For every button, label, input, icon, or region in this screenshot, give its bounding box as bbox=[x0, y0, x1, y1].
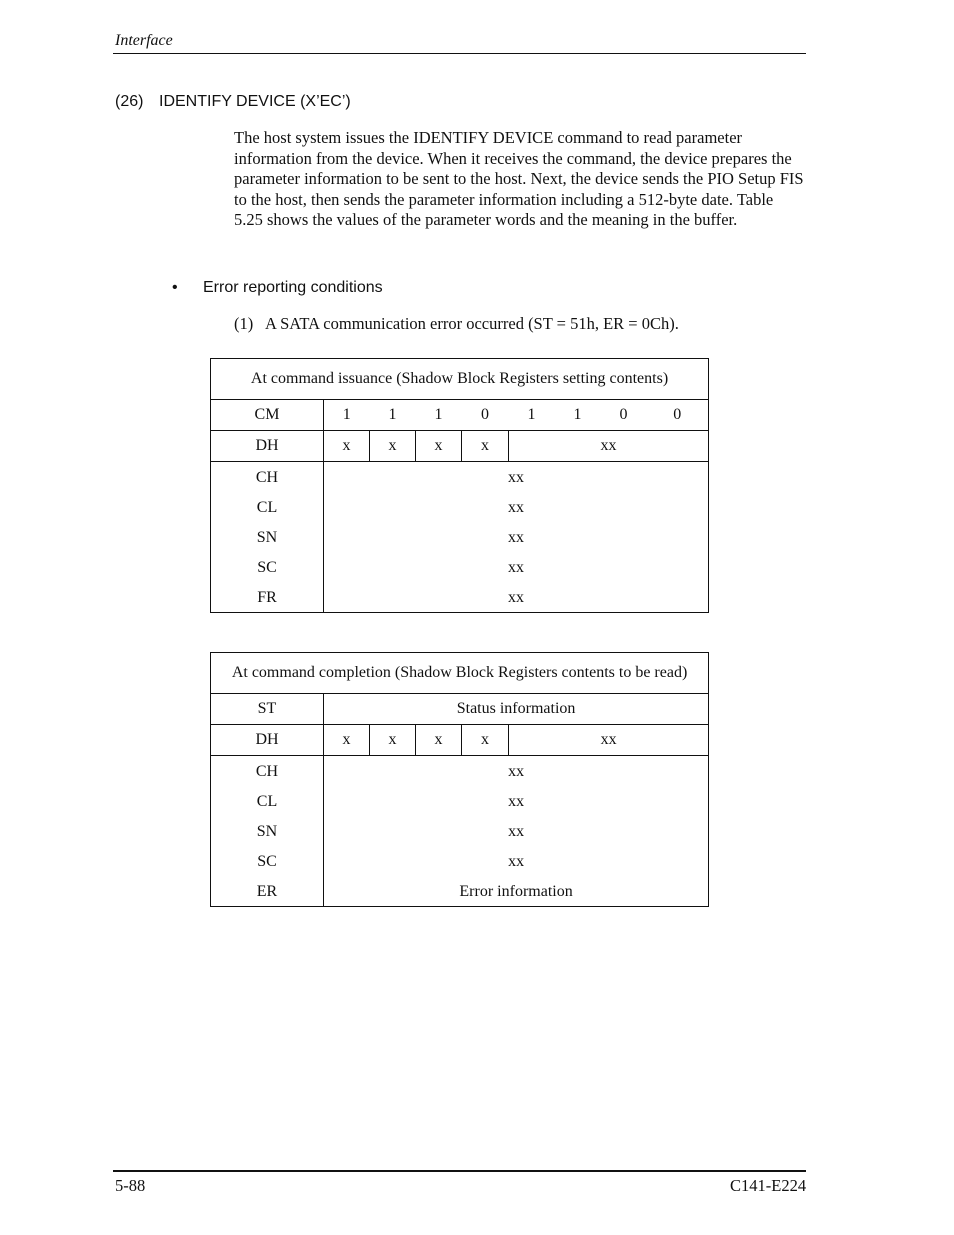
section-heading bbox=[115, 93, 351, 111]
register-label: ER bbox=[211, 877, 324, 907]
cm-bit: 0 bbox=[601, 400, 647, 431]
cm-bit: 0 bbox=[462, 400, 509, 431]
register-row bbox=[211, 583, 709, 613]
register-value: Error information bbox=[324, 877, 709, 907]
dh-low-value: xx bbox=[509, 431, 709, 462]
register-label: DH bbox=[211, 725, 324, 756]
register-value: xx bbox=[324, 462, 709, 494]
bullet-text: Error reporting conditions bbox=[203, 279, 383, 296]
dh-bit: x bbox=[370, 431, 416, 462]
dh-bit: x bbox=[462, 725, 509, 756]
st-row bbox=[211, 694, 709, 725]
cm-bit: 1 bbox=[370, 400, 416, 431]
register-row bbox=[211, 847, 709, 877]
issuance-register-table bbox=[210, 358, 709, 613]
register-row bbox=[211, 462, 709, 494]
register-label: CM bbox=[211, 400, 324, 431]
document-id: C141-E224 bbox=[730, 1176, 807, 1195]
dh-bit: x bbox=[416, 725, 462, 756]
register-value: xx bbox=[324, 553, 709, 583]
dh-bit: x bbox=[370, 725, 416, 756]
cm-bit: 1 bbox=[416, 400, 462, 431]
register-label: SN bbox=[211, 523, 324, 553]
register-label: CH bbox=[211, 462, 324, 494]
section-number: (26) bbox=[115, 93, 144, 110]
register-label: SN bbox=[211, 817, 324, 847]
register-value: xx bbox=[324, 583, 709, 613]
header-rule bbox=[113, 53, 806, 54]
dh-bit: x bbox=[416, 431, 462, 462]
cm-bit: 1 bbox=[324, 400, 370, 431]
register-label: CL bbox=[211, 787, 324, 817]
register-value: xx bbox=[324, 523, 709, 553]
body-paragraph: The host system issues the IDENTIFY DEVICE command to read parameter information from the device. When it receives the command, the device prepares the parameter information to be sent to the host. Next, the device sends the PIO Setup FIS to the host, then sends the parameter information including a 512-byte date. Table 5.25 shows the values of the parameter words and the meaning in the buffer. bbox=[234, 128, 804, 229]
register-row bbox=[211, 756, 709, 788]
register-label: DH bbox=[211, 431, 324, 462]
register-value: xx bbox=[324, 847, 709, 877]
cm-bit: 1 bbox=[555, 400, 601, 431]
running-header: Interface bbox=[115, 32, 173, 49]
dh-bit: x bbox=[324, 725, 370, 756]
register-value: xx bbox=[324, 787, 709, 817]
bullet-item bbox=[172, 279, 383, 297]
register-row bbox=[211, 523, 709, 553]
register-value: xx bbox=[324, 493, 709, 523]
dh-low-value: xx bbox=[509, 725, 709, 756]
register-label: FR bbox=[211, 583, 324, 613]
register-value: xx bbox=[324, 756, 709, 788]
register-row bbox=[211, 493, 709, 523]
register-label: CL bbox=[211, 493, 324, 523]
condition-item bbox=[234, 314, 679, 334]
register-label: ST bbox=[211, 694, 324, 725]
section-title: IDENTIFY DEVICE (X’EC’) bbox=[159, 93, 351, 110]
cm-bit: 1 bbox=[509, 400, 555, 431]
completion-table-title: At command completion (Shadow Block Registers contents to be read) bbox=[211, 653, 709, 694]
register-label: CH bbox=[211, 756, 324, 788]
cm-bit: 0 bbox=[647, 400, 709, 431]
register-value: xx bbox=[324, 817, 709, 847]
cm-row bbox=[211, 400, 709, 431]
dh-bit: x bbox=[324, 431, 370, 462]
status-value: Status information bbox=[324, 694, 709, 725]
register-label: SC bbox=[211, 553, 324, 583]
dh-row bbox=[211, 431, 709, 462]
register-label: SC bbox=[211, 847, 324, 877]
register-row bbox=[211, 787, 709, 817]
dh-bit: x bbox=[462, 431, 509, 462]
issuance-table-title: At command issuance (Shadow Block Registers setting contents) bbox=[211, 359, 709, 400]
completion-register-table bbox=[210, 652, 709, 907]
footer-rule bbox=[113, 1170, 806, 1172]
register-row bbox=[211, 817, 709, 847]
condition-number: (1) bbox=[234, 314, 254, 333]
register-row bbox=[211, 877, 709, 907]
register-row bbox=[211, 553, 709, 583]
dh-row bbox=[211, 725, 709, 756]
condition-text: A SATA communication error occurred (ST = 51h, ER = 0Ch). bbox=[265, 314, 679, 333]
bullet-symbol: • bbox=[172, 279, 178, 296]
page-number: 5-88 bbox=[115, 1176, 146, 1195]
